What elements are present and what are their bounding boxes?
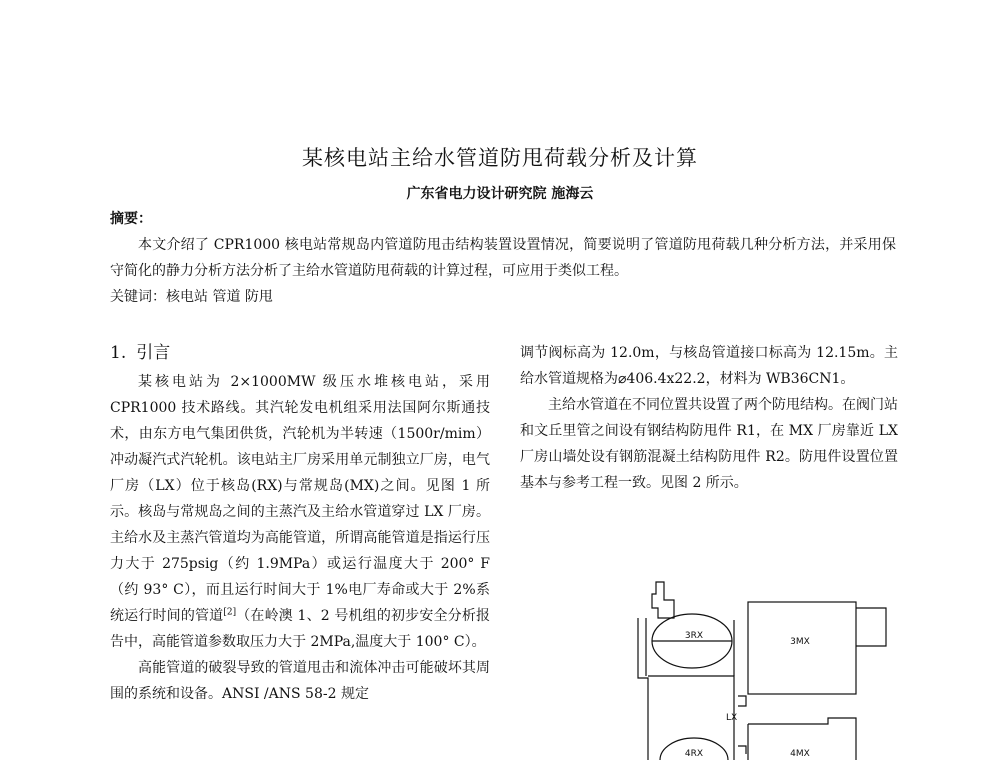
- layout-drawing: [628, 578, 898, 760]
- label-4mx: 4MX: [790, 749, 810, 759]
- figure-1-plant-layout: [628, 578, 898, 760]
- intro-text-part1: 某核电站为 2×1000MW 级压水堆核电站，采用 CPR1000 技术路线。其汽轮发电机组采用法国阿尔斯通技术，由东方电气集团供货，汽轮机为半转速（1500r/mim）冲动凝汽式汽轮机。该电站主厂房采用单元制独立厂房，电气厂房（LX）位于核岛(RX)与常规岛(MX)之间。见图 1 所示。核岛与常规岛之间的主蒸汽及主给水管道穿过 LX 厂房。主给水及主蒸汽管道均为高能管道，所谓高能管道是指运行压力大于 275psig（约 1.9MPa）或运行温度大于 200° F（约 93° C），而且运行时间大于 1%电厂寿命或大于 2%系统运行时间的管道: [110, 374, 490, 624]
- citation-ref: [2]: [223, 607, 237, 618]
- section-number: 1.: [110, 343, 127, 363]
- abstract-label: 摘要：: [110, 211, 152, 227]
- restraint-paragraph: 主给水管道在不同位置共设置了两个防甩结构。在阀门站和文丘里管之间设有钢结构防甩件 R1，在 MX 厂房靠近 LX 厂房山墙处设有钢筋混凝土结构防甩件 R2。防甩件设置位置基本与参考工程一致。见图 2 所示。: [520, 397, 898, 491]
- intro-text-part2: （在岭澳 1、2 号机组的初步安全分析报告中，高能管道参数取压力大于 2MPa,温度大于 100° C）。: [110, 608, 490, 650]
- valve-paragraph: 调节阀标高为 12.0m，与核岛管道接口标高为 12.15m。主给水管道规格为⌀406.4x22.2，材料为 WB36CN1。: [520, 345, 898, 387]
- paper-title: 某核电站主给水管道防甩荷载分析及计算: [302, 146, 698, 170]
- keywords: 关键词：核电站 管道 防甩: [110, 289, 273, 305]
- high-energy-paragraph: 高能管道的破裂导致的管道甩击和流体冲击可能破坏其周围的系统和设备。ANSI /ANS 58-2 规定: [110, 660, 490, 702]
- section-title: 引言: [136, 343, 171, 363]
- label-3mx: 3MX: [790, 637, 810, 647]
- lx-stairs: [738, 696, 746, 754]
- left-column: [110, 340, 490, 707]
- right-column: [520, 340, 898, 496]
- label-4rx: 4RX: [684, 749, 704, 759]
- label-3rx: 3RX: [684, 631, 704, 641]
- author-line: 广东省电力设计研究院 施海云: [406, 186, 594, 202]
- abstract-text: 本文介绍了 CPR1000 核电站常规岛内管道防甩击结构装置设置情况，简要说明了管道防甩荷载几种分析方法，并采用保守简化的静力分析方法分析了主给水管道防甩荷载的计算过程，可应用于类似工程。: [110, 237, 896, 279]
- section-heading: [110, 340, 490, 366]
- rx-outline-top: [652, 582, 674, 618]
- label-lx: LX: [726, 713, 738, 723]
- mx3-wing: [856, 608, 886, 646]
- mx3-building: [748, 602, 856, 694]
- intro-paragraph: [110, 369, 490, 655]
